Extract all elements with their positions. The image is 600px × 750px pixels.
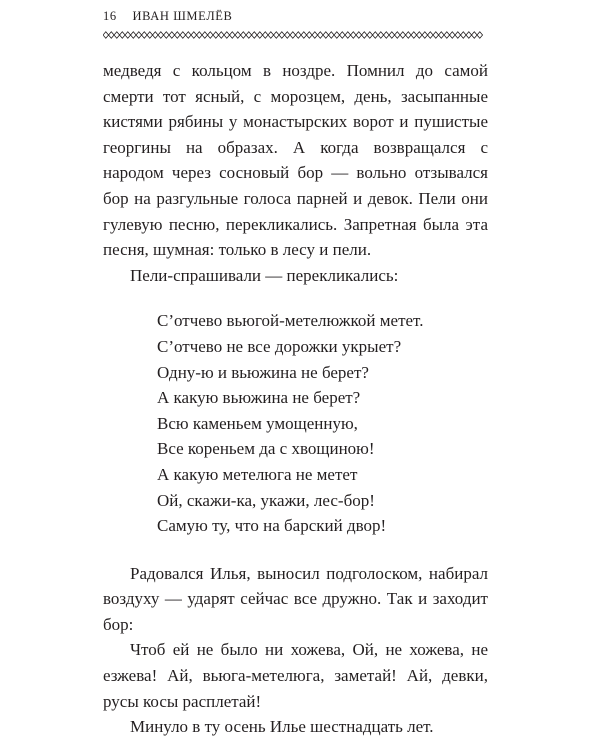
ornament-diamond <box>466 32 472 38</box>
ornament-diamond <box>131 32 137 38</box>
page-number: 16 <box>103 9 117 23</box>
ornament-diamond <box>373 32 379 38</box>
ornament-diamond <box>356 32 362 38</box>
body-paragraph: Минуло в ту осень Илье шестнадцать лет. <box>130 717 434 737</box>
ornament-diamond <box>307 32 313 38</box>
ornament-diamond <box>433 32 439 38</box>
ornament-diamond <box>400 32 406 38</box>
verse-line: С’отчево вьюгой-метелюжкой метет. <box>157 311 424 331</box>
ornament-diamond <box>428 32 434 38</box>
verse-intro-paragraph: Пели-спрашивали — перекликались: <box>130 265 399 285</box>
verse-line: Всю каменьем умощенную, <box>157 413 358 433</box>
verse-line: А какую метелюга не метет <box>157 464 358 484</box>
ornament-diamond <box>477 32 483 38</box>
ornament-diamond <box>411 32 417 38</box>
ornament-diamond <box>158 32 164 38</box>
ornament-diamond <box>268 32 274 38</box>
ornament-diamond <box>219 32 225 38</box>
ornament-diamond <box>351 32 357 38</box>
verse-line: Все кореньем да с хвощиною! <box>157 439 375 459</box>
ornament-diamond <box>114 32 120 38</box>
ornament-diamond <box>472 32 478 38</box>
opening-paragraph: медведя с кольцом в ноздре. Помнил до самой смерти тот ясный, с морозцем, день, засыпанные кистями рябины у монастырских ворот и пушистые георгины на образах. А когда возвращался с народом через сосновый бор — вольно отзывался бор на разгульные голоса парней и девок. Пели они гулевую песню, перекликались. Запретная была эта песня, шумная: только в лесу и пели. <box>103 61 488 260</box>
ornament-diamond <box>241 32 247 38</box>
ornament-diamond <box>455 32 461 38</box>
ornament-diamond <box>312 32 318 38</box>
ornament-diamond <box>142 32 148 38</box>
ornament-diamond <box>301 32 307 38</box>
ornament-diamond <box>378 32 384 38</box>
running-header-author: ИВАН ШМЕЛЁВ <box>132 9 233 23</box>
ornament-diamond <box>384 32 390 38</box>
ornament-diamond <box>439 32 445 38</box>
ornament-diamond <box>213 32 219 38</box>
ornament-diamond <box>450 32 456 38</box>
ornamental-rule <box>103 30 484 40</box>
ornament-diamond <box>318 32 324 38</box>
ornament-diamond <box>296 32 302 38</box>
ornament-diamond <box>186 32 192 38</box>
ornament-diamond <box>120 32 126 38</box>
page-body <box>103 58 488 740</box>
ornament-diamond <box>257 32 263 38</box>
ornament-diamond <box>202 32 208 38</box>
ornament-diamond <box>125 32 131 38</box>
ornament-diamond <box>136 32 142 38</box>
ornament-diamond <box>395 32 401 38</box>
ornament-diamond <box>422 32 428 38</box>
ornament-diamond <box>169 32 175 38</box>
ornament-diamond <box>252 32 257 38</box>
ornament-diamond <box>153 32 159 38</box>
ornament-diamond <box>290 32 296 38</box>
ornament-diamond <box>246 32 252 38</box>
ornament-diamond <box>340 32 346 38</box>
running-header <box>103 9 232 24</box>
ornament-diamond <box>230 32 236 38</box>
verse-line: Одну-ю и вьюжина не берет? <box>157 362 369 382</box>
ornament-diamond <box>323 32 329 38</box>
ornament-diamond <box>224 32 230 38</box>
ornament-diamond <box>147 32 153 38</box>
verse-line: Ой, скажи-ка, укажи, лес-бор! <box>157 490 375 510</box>
verse-block <box>157 308 488 538</box>
ornament-diamond <box>444 32 450 38</box>
ornament-diamond <box>389 32 395 38</box>
ornament-diamond <box>285 32 291 38</box>
ornament-diamond <box>367 32 373 38</box>
ornament-diamond <box>191 32 197 38</box>
body-paragraph: Радовался Илья, выносил подголоском, набирал воздуху — ударят сейчас все дружно. Так и заходит бор: <box>103 563 488 634</box>
ornament-diamond <box>197 32 203 38</box>
ornament-diamond <box>103 32 109 38</box>
ornament-diamond <box>109 32 115 38</box>
body-paragraph: Чтоб ей не было ни хожева, Ой, не хожева, не езжева! Ай, вьюга-метелюга, заметай! Ай, девки, русы косы расплетай! <box>103 640 488 711</box>
ornament-diamond <box>406 32 412 38</box>
ornament-diamond <box>279 32 285 38</box>
ornament-diamond <box>274 32 280 38</box>
ornament-diamond <box>164 32 170 38</box>
ornament-diamond <box>175 32 181 38</box>
ornament-diamond <box>235 32 241 38</box>
ornament-diamond <box>180 32 186 38</box>
ornament-diamond <box>461 32 467 38</box>
ornament-diamond <box>263 32 269 38</box>
ornament-diamond <box>362 32 368 38</box>
ornament-diamond <box>345 32 351 38</box>
ornament-diamond <box>208 32 214 38</box>
verse-line: С’отчево не все дорожки укрыет? <box>157 336 402 356</box>
ornament-diamond <box>329 32 335 38</box>
verse-line: А какую вьюжина не берет? <box>157 388 361 408</box>
ornament-diamond <box>334 32 340 38</box>
ornament-diamond <box>417 32 423 38</box>
verse-line: Самую ту, что на барский двор! <box>157 516 387 536</box>
